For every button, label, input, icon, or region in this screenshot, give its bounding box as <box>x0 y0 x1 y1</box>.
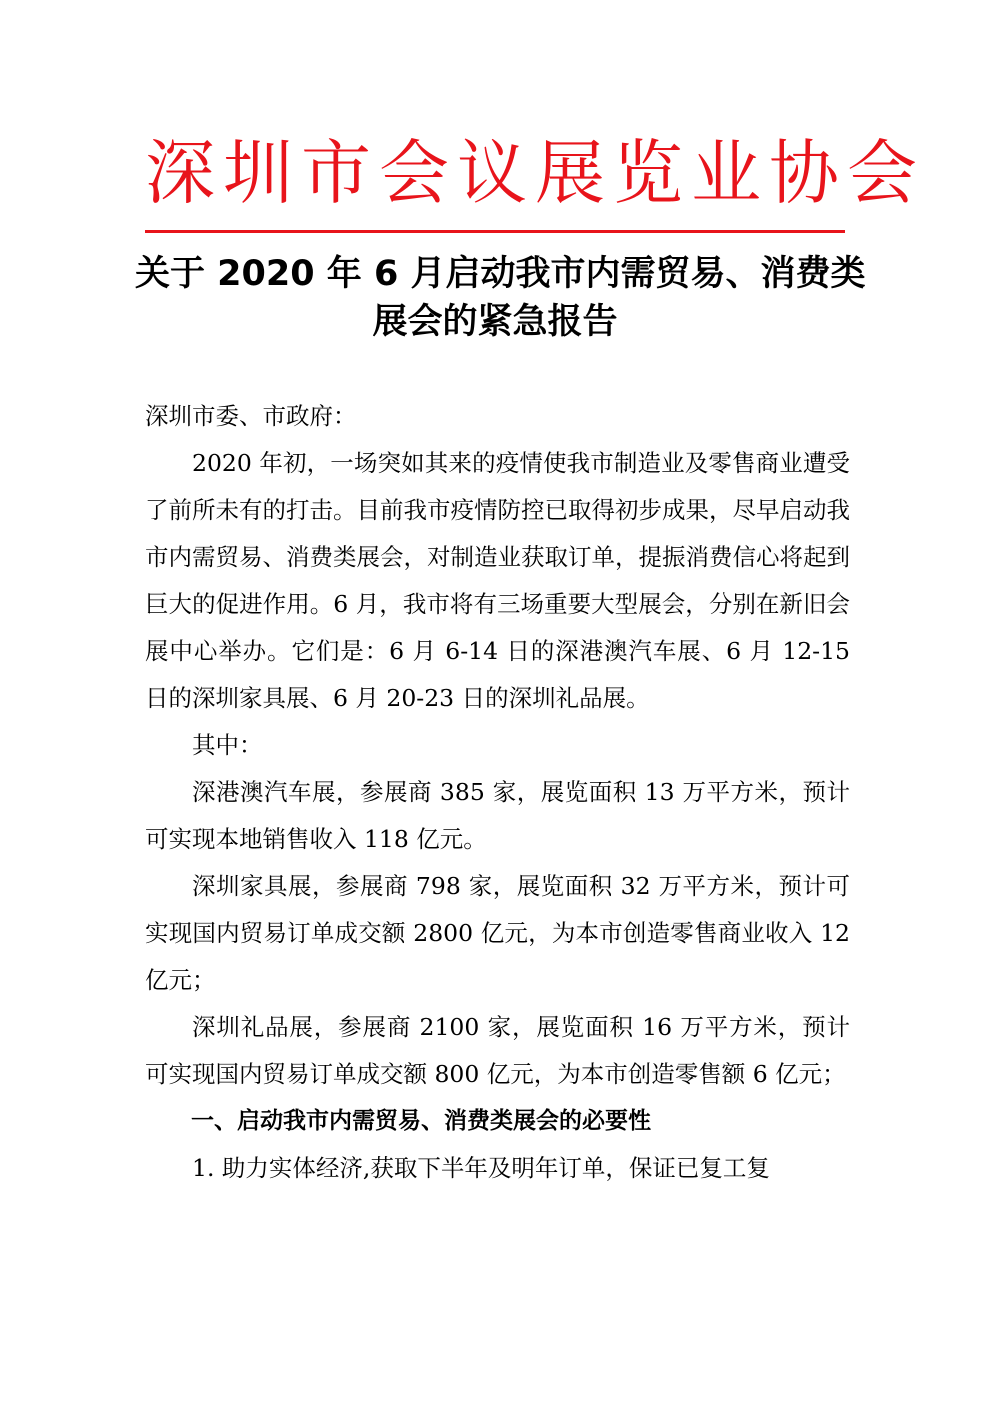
salutation: 深圳市委、市政府： <box>145 402 357 430</box>
paragraph-gift-show: 深圳礼品展，参展商 2100 家，展览面积 16 万平方米，预计可实现国内贸易订单成交额 800 亿元，为本市创造零售额 6 亿元； <box>145 1013 850 1088</box>
paragraph-intro: 2020 年初，一场突如其来的疫情使我市制造业及零售商业遭受了前所未有的打击。目前我市疫情防控已取得初步成果，尽早启动我市内需贸易、消费类展会，对制造业获取订单，提振消费信心将起到巨大的促进作用。6 月，我市将有三场重要大型展会，分别在新旧会展中心举办。它们是：6 月 6-14 日的深港澳汽车展、6 月 12-15 日的深圳家具展、6 月 20-23 日的深圳礼品展。 <box>145 449 850 712</box>
letterhead-divider <box>145 230 845 233</box>
document-title <box>135 250 866 346</box>
paragraph-auto-show: 深港澳汽车展，参展商 385 家，展览面积 13 万平方米，预计可实现本地销售收入 118 亿元。 <box>145 778 850 853</box>
letterhead-org-name: 深圳市会议展览业协会 <box>145 132 925 214</box>
document-body <box>145 393 850 1192</box>
section-heading-1: 一、启动我市内需贸易、消费类展会的必要性 <box>191 1108 651 1134</box>
paragraph-among: 其中： <box>192 731 263 759</box>
section-1-item-1: 1. 助力实体经济,获取下半年及明年订单，保证已复工复 <box>192 1154 770 1182</box>
document-title-line-1: 关于 2020 年 6 月启动我市内需贸易、消费类 <box>135 254 866 294</box>
document-title-line-2: 展会的紧急报告 <box>372 302 618 342</box>
paragraph-furniture-show: 深圳家具展，参展商 798 家，展览面积 32 万平方米，预计可实现国内贸易订单成交额 2800 亿元，为本市创造零售商业收入 12 亿元； <box>145 872 850 994</box>
